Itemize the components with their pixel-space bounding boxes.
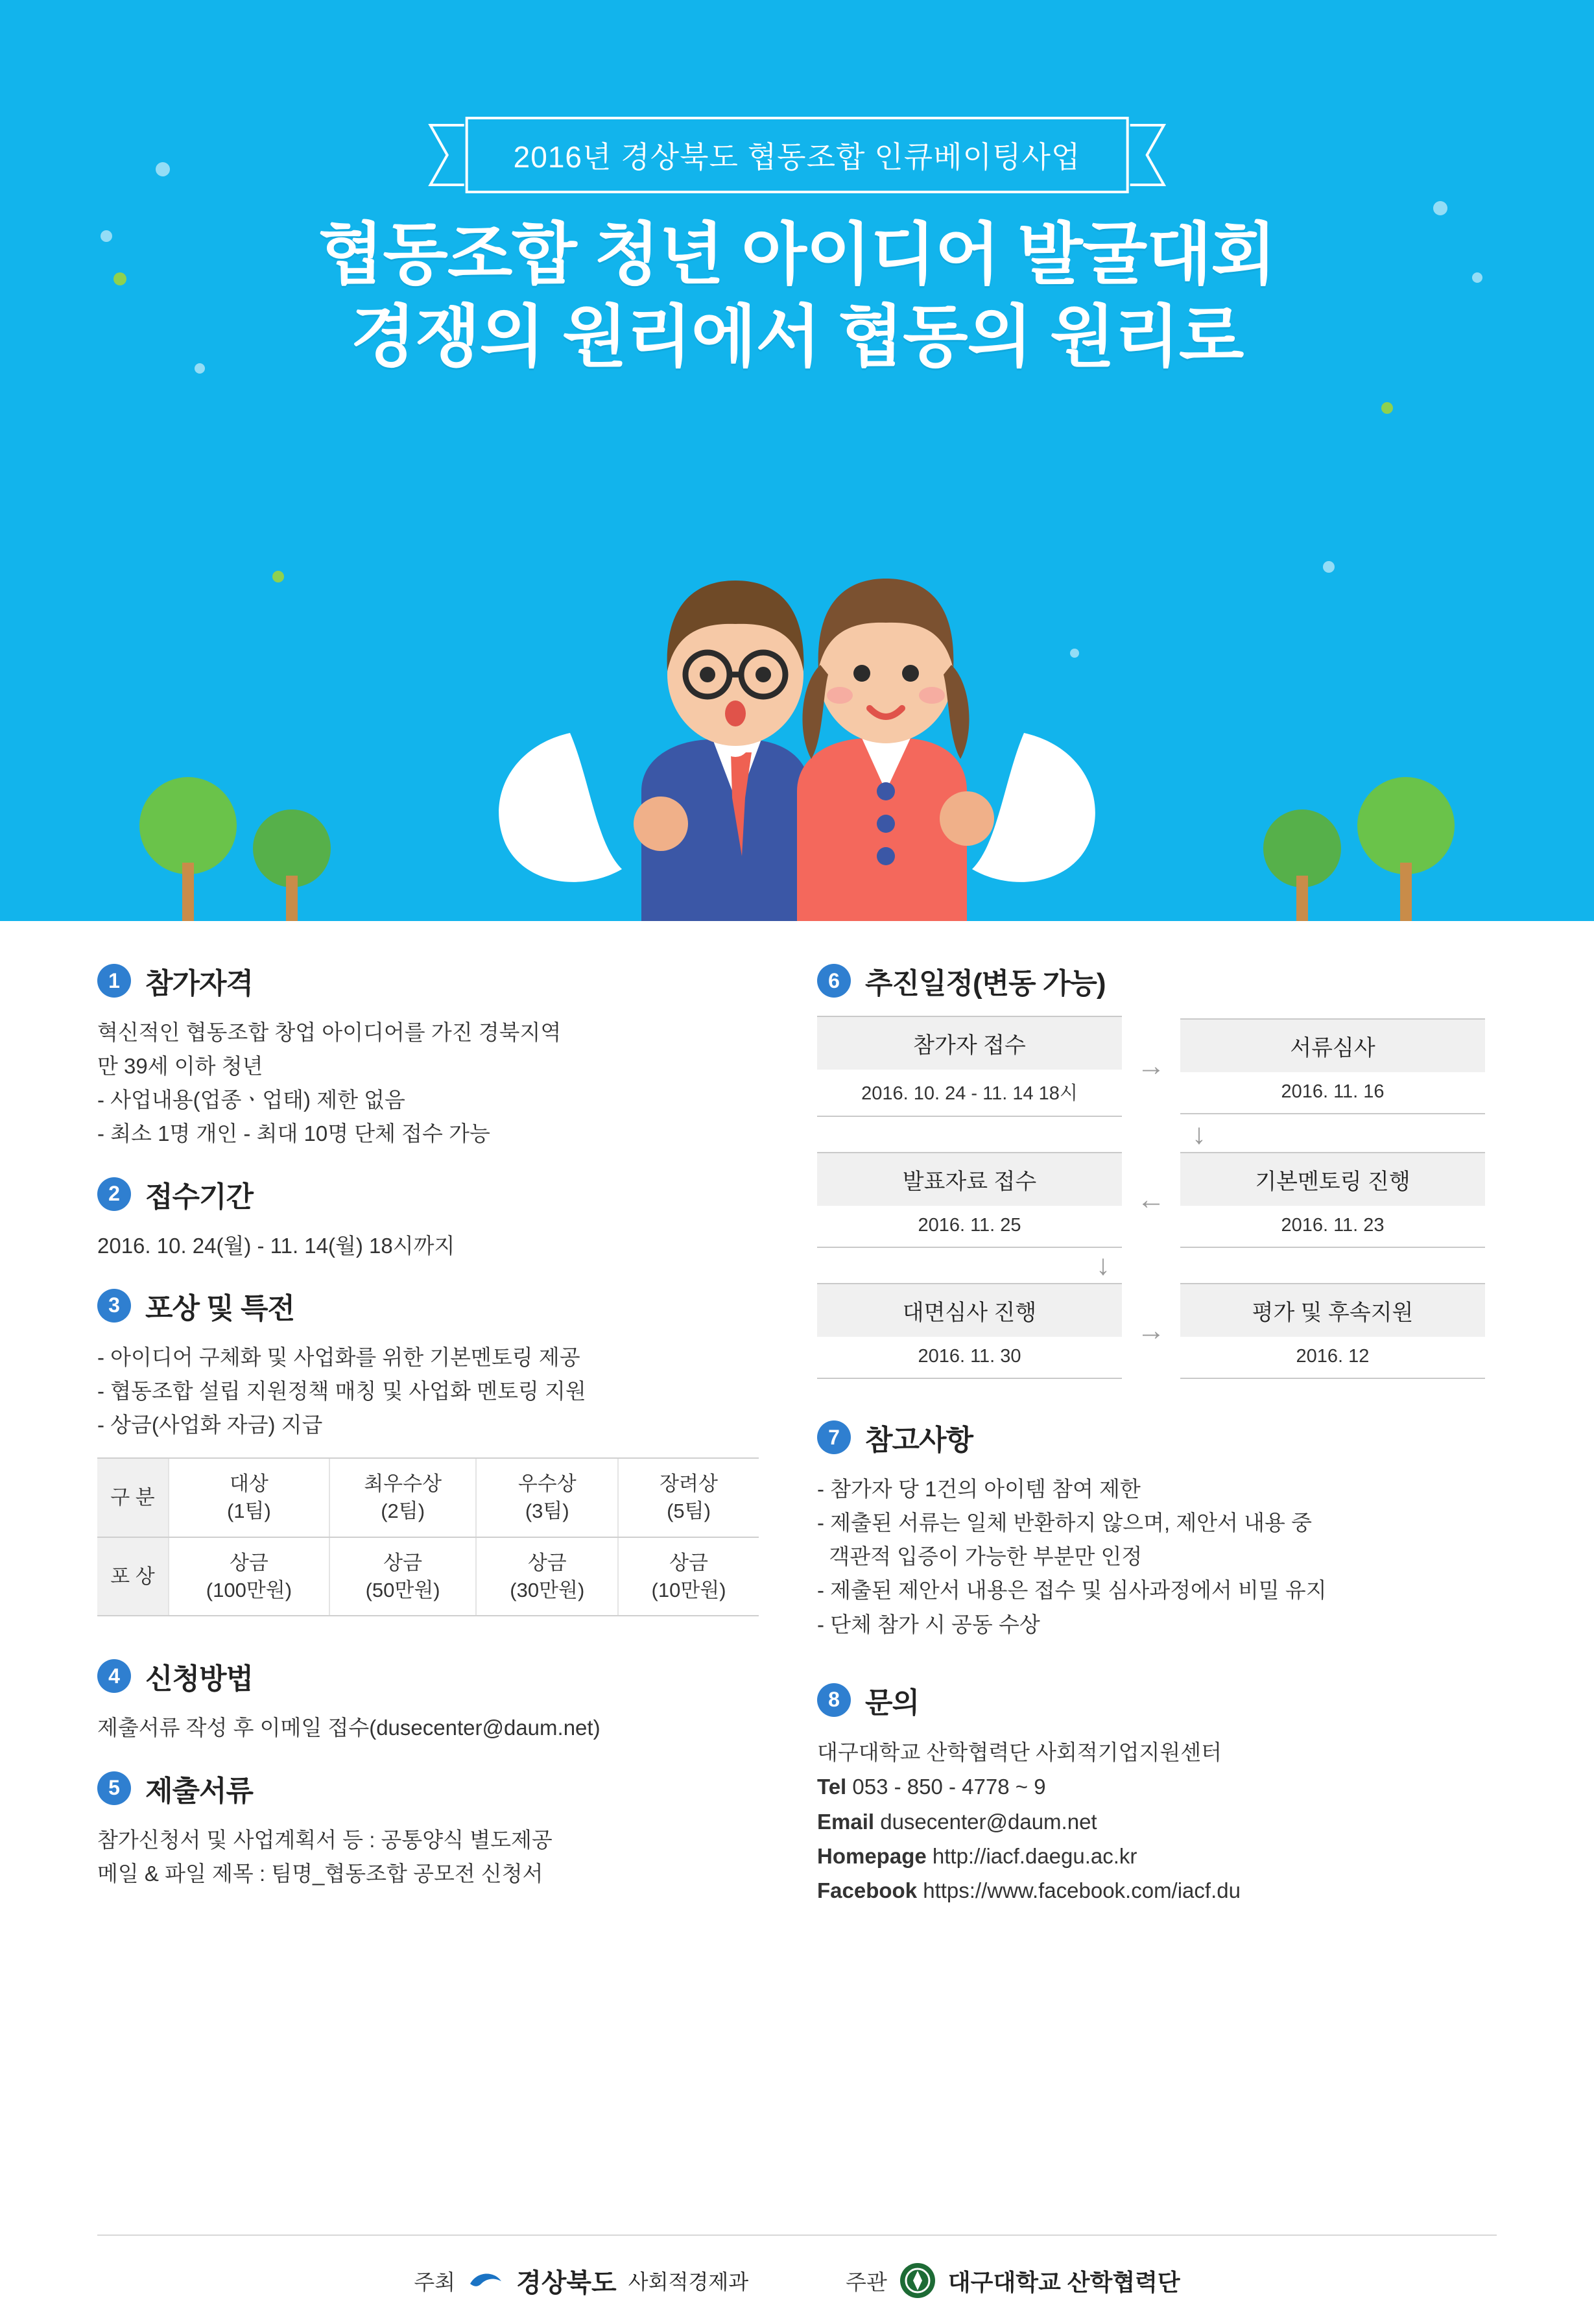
schedule-step-date: 2016. 12 <box>1296 1346 1370 1367</box>
schedule-step-label: 참가자 접수 <box>817 1017 1122 1070</box>
section-prizes-benefits <box>97 1285 759 1617</box>
schedule-step-label: 발표자료 접수 <box>817 1153 1122 1206</box>
table-cell: 최우수상 (2팀) <box>329 1458 477 1537</box>
schedule-step-label: 평가 및 후속지원 <box>1180 1284 1485 1337</box>
section-number-badge: 1 <box>97 964 131 998</box>
text-line: 참가신청서 및 사업계획서 등 : 공통양식 별도제공 <box>97 1827 553 1852</box>
contact-email-label: Email <box>817 1809 875 1834</box>
text-line: 만 39세 이하 청년 <box>97 1054 263 1079</box>
hero-title-line2: 경쟁의 원리에서 협동의 원리로 <box>350 299 1244 375</box>
ribbon-tail-left-icon <box>425 124 466 186</box>
table-row <box>97 1537 759 1616</box>
schedule-step <box>1180 1283 1485 1379</box>
schedule-flow <box>817 1016 1485 1379</box>
gyeongsangbukdo-logo-icon <box>467 2262 505 2299</box>
schedule-step <box>1180 1018 1485 1114</box>
section-title: 추진일정(변동 가능) <box>865 968 1106 1000</box>
schedule-step-date: 2016. 10. 24 - 11. 14 18시 <box>861 1083 1078 1104</box>
text-line: 메일 & 파일 제목 : 팀명_협동조합 공모전 신청서 <box>97 1861 543 1886</box>
section-title: 문의 <box>865 1686 920 1719</box>
section-participation-qualification <box>97 960 759 1151</box>
host-label: 주최 <box>414 2270 456 2294</box>
schedule-step <box>817 1152 1122 1248</box>
section-number-badge: 4 <box>97 1659 131 1693</box>
section-body <box>97 1229 759 1263</box>
schedule-step-label: 서류심사 <box>1180 1020 1485 1072</box>
text-line: - 단체 참가 시 공동 수상 <box>817 1612 1040 1636</box>
section-title: 제출서류 <box>145 1775 254 1807</box>
contact-details <box>817 1735 1485 1908</box>
schedule-step <box>1180 1152 1485 1248</box>
contact-email <box>817 1804 1485 1839</box>
table-cell: 상금 (100만원) <box>169 1537 329 1616</box>
tree-icon <box>139 777 237 921</box>
ribbon-tail-right-icon <box>1128 124 1169 186</box>
contact-organization: 대구대학교 산학협력단 사회적기업지원센터 <box>817 1740 1222 1764</box>
text-line: - 협동조합 설립 지원정책 매칭 및 사업화 멘토링 지원 <box>97 1378 586 1403</box>
contact-homepage-label: Homepage <box>817 1843 927 1868</box>
contact-homepage <box>817 1839 1485 1873</box>
tree-icon <box>1263 809 1341 921</box>
page-title <box>0 214 1594 379</box>
text-line: - 제출된 제안서 내용은 접수 및 심사과정에서 비밀 유지 <box>817 1578 1327 1603</box>
schedule-step-label: 대면심사 진행 <box>817 1284 1122 1337</box>
contact-tel-label: Tel <box>817 1775 847 1799</box>
schedule-step-date: 2016. 11. 23 <box>1281 1215 1385 1236</box>
organizer-label: 주관 <box>846 2270 887 2294</box>
section-body <box>97 1711 759 1745</box>
section-application-period <box>97 1173 759 1263</box>
table-row-header: 구 분 <box>97 1458 169 1537</box>
schedule-step-label: 기본멘토링 진행 <box>1180 1153 1485 1206</box>
section-title: 포상 및 특전 <box>145 1292 294 1324</box>
schedule-step <box>817 1016 1122 1117</box>
section-body <box>97 1016 759 1151</box>
footer <box>97 2234 1497 2299</box>
tree-icon <box>253 809 331 921</box>
schedule-step-date: 2016. 11. 30 <box>918 1346 1021 1367</box>
contact-facebook-label: Facebook <box>817 1878 918 1903</box>
text-line: - 사업내용(업종ㆍ업태) 제한 없음 <box>97 1088 405 1112</box>
right-column <box>817 960 1485 1930</box>
section-title: 참고사항 <box>865 1424 973 1456</box>
prize-table <box>97 1457 759 1616</box>
hero-ribbon-text: 2016년 경상북도 협동조합 인큐베이팅사업 <box>466 117 1129 193</box>
host-organization <box>414 2262 748 2299</box>
table-row-header: 포 상 <box>97 1537 169 1616</box>
contact-tel <box>817 1769 1485 1804</box>
contact-email-value[interactable]: dusecenter@daum.net <box>880 1809 1097 1834</box>
schedule-step-date: 2016. 11. 16 <box>1281 1081 1385 1102</box>
decor-dot <box>272 571 284 582</box>
left-column <box>97 960 759 1930</box>
text-line: 제출서류 작성 후 이메일 접수(dusecenter@daum.net) <box>97 1716 601 1740</box>
section-number-badge: 6 <box>817 964 851 998</box>
section-title: 신청방법 <box>145 1663 254 1695</box>
daegu-university-logo-icon <box>899 2262 936 2299</box>
host-department: 사회적경제과 <box>628 2270 749 2294</box>
decor-dot <box>1323 561 1335 573</box>
text-line: - 아이디어 구체화 및 사업화를 위한 기본멘토링 제공 <box>97 1345 580 1369</box>
table-cell: 상금 (10만원) <box>618 1537 759 1616</box>
contact-tel-value: 053 - 850 - 4778 ~ 9 <box>852 1775 1046 1799</box>
text-line: 객관적 입증이 가능한 부분만 인정 <box>817 1544 1143 1569</box>
decor-dot <box>1381 402 1393 414</box>
organizer-organization <box>846 2262 1180 2299</box>
section-number-badge: 5 <box>97 1771 131 1805</box>
contact-homepage-value[interactable]: http://iacf.daegu.ac.kr <box>932 1843 1137 1868</box>
arrow-down-icon: ↓ <box>1096 1249 1110 1281</box>
host-name: 경상북도 <box>516 2268 617 2297</box>
organizer-name: 대구대학교 산학협력단 <box>947 2268 1180 2295</box>
schedule-step <box>817 1283 1122 1379</box>
section-number-badge: 2 <box>97 1177 131 1211</box>
table-cell: 우수상 (3팀) <box>476 1458 618 1537</box>
arrow-right-icon: → <box>1137 1315 1165 1347</box>
hero-title-line1: 협동조합 청년 아이디어 발굴대회 <box>318 217 1276 293</box>
characters-illustration <box>408 519 1186 921</box>
table-cell: 상금 (50만원) <box>329 1537 477 1616</box>
text-line: - 참가자 당 1건의 아이템 참여 제한 <box>817 1477 1141 1501</box>
section-how-to-apply <box>97 1655 759 1745</box>
section-notes <box>817 1417 1485 1642</box>
section-number-badge: 3 <box>97 1289 131 1323</box>
arrow-down-icon: ↓ <box>1192 1118 1206 1150</box>
section-required-documents <box>97 1767 759 1891</box>
section-title: 참가자격 <box>145 968 254 1000</box>
contact-facebook <box>817 1873 1485 1908</box>
arrow-left-icon: ← <box>1137 1184 1165 1216</box>
arrow-right-icon: → <box>1137 1050 1165 1082</box>
tree-icon <box>1357 777 1455 921</box>
poster-body <box>0 921 1594 2324</box>
text-line: - 최소 1명 개인 - 최대 10명 단체 접수 가능 <box>97 1121 490 1146</box>
section-number-badge: 7 <box>817 1420 851 1454</box>
section-number-badge: 8 <box>817 1683 851 1717</box>
decor-dot <box>1433 201 1447 215</box>
text-line: 2016. 10. 24(월) - 11. 14(월) 18시까지 <box>97 1233 455 1258</box>
text-line: - 상금(사업화 자금) 지급 <box>97 1412 323 1437</box>
contact-facebook-value[interactable]: https://www.facebook.com/iacf.du <box>923 1878 1241 1903</box>
hero-ribbon <box>425 117 1169 193</box>
text-line: 혁신적인 협동조합 창업 아이디어를 가진 경북지역 <box>97 1020 562 1044</box>
section-contact <box>817 1679 1485 1908</box>
table-cell: 상금 (30만원) <box>476 1537 618 1616</box>
table-cell: 대상 (1팀) <box>169 1458 329 1537</box>
section-body <box>97 1823 759 1891</box>
schedule-step-date: 2016. 11. 25 <box>918 1215 1021 1236</box>
section-body <box>97 1341 759 1442</box>
table-row <box>97 1458 759 1537</box>
text-line: - 제출된 서류는 일체 반환하지 않으며, 제안서 내용 중 <box>817 1511 1312 1535</box>
section-schedule <box>817 960 1485 1379</box>
decor-dot <box>156 162 170 176</box>
hero-banner <box>0 0 1594 921</box>
section-title: 접수기간 <box>145 1180 254 1213</box>
table-cell: 장려상 (5팀) <box>618 1458 759 1537</box>
section-body <box>817 1472 1485 1642</box>
